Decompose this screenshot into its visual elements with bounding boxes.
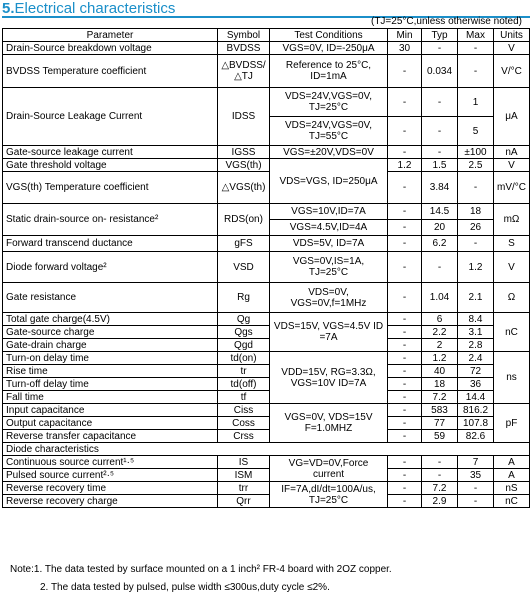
unit-cell: V	[494, 159, 530, 172]
symbol-cell: trr	[218, 482, 270, 495]
table-row	[3, 482, 530, 495]
symbol-cell: tr	[218, 365, 270, 378]
symbol-cell: tf	[218, 391, 270, 404]
table-row	[3, 88, 530, 117]
param-cell: Total gate charge(4.5V)	[3, 313, 218, 326]
typ-cell: 583	[422, 404, 458, 417]
typ-cell: 3.84	[422, 172, 458, 204]
unit-cell: A	[494, 469, 530, 482]
table-row	[3, 430, 530, 443]
max-cell: 5	[458, 117, 494, 146]
min-cell: -	[388, 55, 422, 88]
max-cell: 14.4	[458, 391, 494, 404]
typ-cell: 7.2	[422, 482, 458, 495]
min-cell: -	[388, 146, 422, 159]
diode-section-header: Diode characteristics	[3, 443, 530, 456]
condition-cell: VDD=15V, RG=3.3Ω, VGS=10V ID=7A	[270, 352, 388, 404]
symbol-cell: Ciss	[218, 404, 270, 417]
typ-cell: 2	[422, 339, 458, 352]
typ-cell: -	[422, 42, 458, 55]
symbol-cell: IS	[218, 456, 270, 469]
param-cell: Forward transcend ductance	[3, 236, 218, 252]
min-cell: 30	[388, 42, 422, 55]
param-cell: Gate threshold voltage	[3, 159, 218, 172]
param-cell: Diode forward voltage²	[3, 252, 218, 283]
min-cell: -	[388, 482, 422, 495]
max-cell: 2.5	[458, 159, 494, 172]
typ-cell: 1.04	[422, 283, 458, 313]
max-cell: 82.6	[458, 430, 494, 443]
conditions-note: (TJ=25°C,unless otherwise noted)	[370, 16, 522, 27]
typ-cell: 7.2	[422, 391, 458, 404]
table-row	[3, 146, 530, 159]
table-row	[3, 391, 530, 404]
unit-cell: nS	[494, 482, 530, 495]
max-cell: 3.1	[458, 326, 494, 339]
condition-cell: VGS=0V,IS=1A, TJ=25°C	[270, 252, 388, 283]
condition-cell: Reference to 25°C, ID=1mA	[270, 55, 388, 88]
symbol-cell: td(off)	[218, 378, 270, 391]
unit-cell: V	[494, 252, 530, 283]
table-row	[3, 469, 530, 482]
header-min: Min	[388, 29, 422, 42]
param-cell: Rise time	[3, 365, 218, 378]
header-max: Max	[458, 29, 494, 42]
symbol-cell: Crss	[218, 430, 270, 443]
table-row	[3, 55, 530, 88]
max-cell: 2.8	[458, 339, 494, 352]
min-cell: -	[388, 417, 422, 430]
max-cell: -	[458, 482, 494, 495]
table-row	[3, 159, 530, 172]
param-cell: Reverse recovery time	[3, 482, 218, 495]
typ-cell: -	[422, 456, 458, 469]
header-test-conditions: Test Conditions	[270, 29, 388, 42]
param-cell: Reverse recovery charge	[3, 495, 218, 508]
typ-cell: 20	[422, 220, 458, 236]
param-cell: Gate-source leakage current	[3, 146, 218, 159]
min-cell: -	[388, 339, 422, 352]
typ-cell: 2.2	[422, 326, 458, 339]
symbol-cell: VSD	[218, 252, 270, 283]
table-row	[3, 404, 530, 417]
typ-cell: 1.5	[422, 159, 458, 172]
condition-cell: VDS=5V, ID=7A	[270, 236, 388, 252]
unit-cell: mV/°C	[494, 172, 530, 204]
param-cell: Gate-source charge	[3, 326, 218, 339]
unit-cell: μA	[494, 88, 530, 146]
table-row	[3, 204, 530, 220]
max-cell: 816.2	[458, 404, 494, 417]
min-cell: -	[388, 117, 422, 146]
table-row	[3, 313, 530, 326]
condition-cell: VGS=4.5V,ID=4A	[270, 220, 388, 236]
condition-cell: VDS=24V,VGS=0V, TJ=55°C	[270, 117, 388, 146]
table-row	[3, 352, 530, 365]
typ-cell: 6.2	[422, 236, 458, 252]
max-cell: ±100	[458, 146, 494, 159]
condition-cell: VGS=10V,ID=7A	[270, 204, 388, 220]
table-row	[3, 326, 530, 339]
typ-cell: 77	[422, 417, 458, 430]
note-1: Note:1. The data tested by surface mounted on a 1 inch² FR-4 board with 2OZ copper.	[10, 564, 392, 575]
param-cell: Drain-Source Leakage Current	[3, 88, 218, 146]
diode-section-row	[3, 443, 530, 456]
typ-cell: 1.2	[422, 352, 458, 365]
param-cell: Gate-drain charge	[3, 339, 218, 352]
condition-cell: VGS=0V, ID=-250μA	[270, 42, 388, 55]
max-cell: 35	[458, 469, 494, 482]
section-title: 5.Electrical characteristics	[2, 0, 176, 17]
typ-cell: -	[422, 146, 458, 159]
max-cell: 8.4	[458, 313, 494, 326]
min-cell: -	[388, 495, 422, 508]
symbol-cell: Coss	[218, 417, 270, 430]
symbol-cell: VGS(th)	[218, 159, 270, 172]
unit-cell: pF	[494, 404, 530, 443]
symbol-cell: Qrr	[218, 495, 270, 508]
max-cell: 2.1	[458, 283, 494, 313]
unit-cell: mΩ	[494, 204, 530, 236]
unit-cell: nC	[494, 313, 530, 352]
note-2: 2. The data tested by pulsed, pulse width ≤300us,duty cycle ≤2%.	[40, 582, 330, 593]
min-cell: -	[388, 252, 422, 283]
max-cell: 107.8	[458, 417, 494, 430]
max-cell: 36	[458, 378, 494, 391]
condition-cell: VG=VD=0V,Force current	[270, 456, 388, 482]
max-cell: 7	[458, 456, 494, 469]
table-row	[3, 172, 530, 204]
typ-cell: -	[422, 469, 458, 482]
min-cell: -	[388, 88, 422, 117]
param-cell: Input capacitance	[3, 404, 218, 417]
max-cell: 72	[458, 365, 494, 378]
symbol-cell: △VGS(th)	[218, 172, 270, 204]
min-cell: -	[388, 365, 422, 378]
table-row	[3, 456, 530, 469]
min-cell: -	[388, 220, 422, 236]
param-cell: Output capacitance	[3, 417, 218, 430]
param-cell: BVDSS Temperature coefficient	[3, 55, 218, 88]
table-row	[3, 236, 530, 252]
max-cell: -	[458, 495, 494, 508]
table-row	[3, 417, 530, 430]
unit-cell: ns	[494, 352, 530, 404]
condition-cell: VDS=VGS, ID=250μA	[270, 159, 388, 204]
min-cell: -	[388, 378, 422, 391]
header-symbol: Symbol	[218, 29, 270, 42]
param-cell: Static drain-source on- resistance²	[3, 204, 218, 236]
condition-cell: VDS=0V, VGS=0V,f=1MHz	[270, 283, 388, 313]
max-cell: 1.2	[458, 252, 494, 283]
symbol-cell: Qg	[218, 313, 270, 326]
param-cell: Turn-off delay time	[3, 378, 218, 391]
param-cell: Gate resistance	[3, 283, 218, 313]
table-row	[3, 365, 530, 378]
max-cell: 1	[458, 88, 494, 117]
max-cell: -	[458, 55, 494, 88]
symbol-cell: IGSS	[218, 146, 270, 159]
condition-cell: VGS=0V, VDS=15V F=1.0MHZ	[270, 404, 388, 443]
max-cell: 2.4	[458, 352, 494, 365]
electrical-characteristics-table	[2, 28, 530, 508]
unit-cell: S	[494, 236, 530, 252]
symbol-cell: gFS	[218, 236, 270, 252]
max-cell: 18	[458, 204, 494, 220]
typ-cell: 40	[422, 365, 458, 378]
min-cell: -	[388, 172, 422, 204]
table-row	[3, 252, 530, 283]
unit-cell: Ω	[494, 283, 530, 313]
typ-cell: 0.034	[422, 55, 458, 88]
min-cell: 1.2	[388, 159, 422, 172]
symbol-cell: IDSS	[218, 88, 270, 146]
min-cell: -	[388, 404, 422, 417]
typ-cell: -	[422, 252, 458, 283]
symbol-cell: Qgd	[218, 339, 270, 352]
symbol-cell: BVDSS	[218, 42, 270, 55]
symbol-cell: Qgs	[218, 326, 270, 339]
param-cell: Continuous source current¹·⁵	[3, 456, 218, 469]
typ-cell: 6	[422, 313, 458, 326]
condition-cell: VDS=24V,VGS=0V, TJ=25°C	[270, 88, 388, 117]
min-cell: -	[388, 283, 422, 313]
min-cell: -	[388, 313, 422, 326]
unit-cell: V/°C	[494, 55, 530, 88]
table-row	[3, 495, 530, 508]
typ-cell: -	[422, 88, 458, 117]
table-row	[3, 339, 530, 352]
min-cell: -	[388, 430, 422, 443]
symbol-cell: td(on)	[218, 352, 270, 365]
table-row	[3, 42, 530, 55]
typ-cell: 18	[422, 378, 458, 391]
min-cell: -	[388, 469, 422, 482]
unit-cell: V	[494, 42, 530, 55]
min-cell: -	[388, 352, 422, 365]
table-row	[3, 283, 530, 313]
min-cell: -	[388, 204, 422, 220]
param-cell: Turn-on delay time	[3, 352, 218, 365]
max-cell: 26	[458, 220, 494, 236]
param-cell: Reverse transfer capacitance	[3, 430, 218, 443]
condition-cell: IF=7A,dI/dt=100A/us, TJ=25°C	[270, 482, 388, 508]
typ-cell: 2.9	[422, 495, 458, 508]
param-cell: Fall time	[3, 391, 218, 404]
max-cell: -	[458, 236, 494, 252]
min-cell: -	[388, 456, 422, 469]
unit-cell: nA	[494, 146, 530, 159]
symbol-cell: Rg	[218, 283, 270, 313]
condition-cell: VGS=±20V,VDS=0V	[270, 146, 388, 159]
symbol-cell: △BVDSS/△TJ	[218, 55, 270, 88]
min-cell: -	[388, 236, 422, 252]
typ-cell: 14.5	[422, 204, 458, 220]
unit-cell: nC	[494, 495, 530, 508]
max-cell: -	[458, 42, 494, 55]
typ-cell: -	[422, 117, 458, 146]
header-parameter: Parameter	[3, 29, 218, 42]
param-cell: Drain-Source breakdown voltage	[3, 42, 218, 55]
param-cell: VGS(th) Temperature coefficient	[3, 172, 218, 204]
table-row	[3, 378, 530, 391]
header-typ: Typ	[422, 29, 458, 42]
typ-cell: 59	[422, 430, 458, 443]
max-cell: -	[458, 172, 494, 204]
table-header-row	[3, 29, 530, 42]
condition-cell: VDS=15V, VGS=4.5V ID =7A	[270, 313, 388, 352]
min-cell: -	[388, 391, 422, 404]
symbol-cell: RDS(on)	[218, 204, 270, 236]
symbol-cell: ISM	[218, 469, 270, 482]
header-units: Units	[494, 29, 530, 42]
min-cell: -	[388, 326, 422, 339]
param-cell: Pulsed source current²·⁵	[3, 469, 218, 482]
unit-cell: A	[494, 456, 530, 469]
